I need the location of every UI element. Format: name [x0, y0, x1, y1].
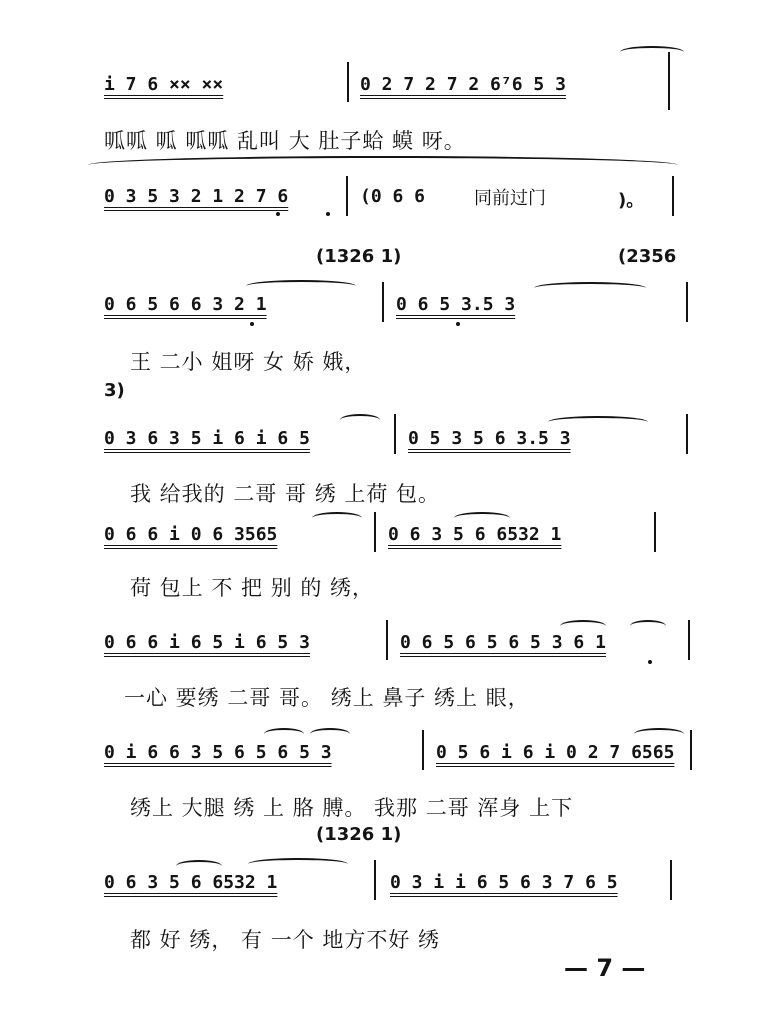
lyric-row-5: 荷 包上 不 把 别 的 绣， [130, 576, 375, 600]
lyric-row-7: 绣上 大腿 绣 上 胳 膊。 我那 二哥 浑身 上下 [130, 796, 574, 820]
notation-row-8b: 0 3 i i 6 5 6 3 7 6 5 [390, 872, 618, 893]
barline [686, 282, 688, 322]
notation-row-4b: 0 5 3 5 6 3.5 3 [408, 428, 571, 449]
low-dot [276, 212, 280, 216]
barline [422, 730, 424, 770]
slur [312, 512, 362, 524]
barline [670, 860, 672, 900]
interlude-close: )。 [618, 190, 645, 211]
barline [394, 414, 396, 454]
barline [668, 52, 670, 110]
notation-row-6b: 0 6 5 6 5 6 5 3 6 1 [400, 632, 606, 653]
notation-row-3a: 0 6 5 6 6 3 2 1 [104, 294, 267, 315]
notation-row-3b: 0 6 5 3.5 3 [396, 294, 516, 315]
barline [346, 176, 348, 216]
lyric-row-8: 都 好 绣， 有 一个 地方不好 绣 [130, 928, 441, 952]
slur [548, 416, 648, 428]
low-dot [250, 322, 254, 326]
notation-row-1b: 0 2 7 2 7 2 6⁷6 5 3 [360, 74, 566, 95]
barline [374, 512, 376, 552]
slur [454, 512, 510, 524]
notation-row-4a: 0 3 6 3 5 i 6 i 6 5 [104, 428, 310, 449]
notation-row-2a: 0 3 5 3 2 1 2 7 6 [104, 186, 289, 207]
notation-row-5b: 0 6 3 5 6 6532 1 [388, 524, 562, 545]
slur [634, 728, 684, 740]
annotation-left: (1326 1) [316, 246, 402, 267]
slur [560, 620, 606, 632]
slur [340, 414, 380, 426]
barline [690, 730, 692, 770]
annotation-left: (1326 1) [316, 824, 402, 845]
lyric-row-1: 呱呱 呱 呱呱 乱叫 大 肚子蛤 蟆 呀。 [104, 129, 466, 153]
barline [654, 512, 656, 552]
slur [630, 620, 666, 632]
lyric-row-3: 王 二小 姐呀 女 娇 娥， [130, 350, 367, 374]
annotation-left: 3) [104, 380, 125, 401]
slur [246, 280, 356, 292]
low-dot [456, 322, 460, 326]
page-number: — 7 — [564, 954, 646, 982]
barline [374, 860, 376, 900]
barline [386, 620, 388, 660]
interlude-label: 同前过门 [474, 188, 546, 209]
annotation-right: (2356 [618, 246, 677, 267]
barline [382, 282, 384, 322]
notation-row-6a: 0 6 6 i 6 5 i 6 5 3 [104, 632, 310, 653]
notation-row-8a: 0 6 3 5 6 6532 1 [104, 872, 278, 893]
barline [686, 414, 688, 454]
lyric-row-4: 我 给我的 二哥 哥 绣 上荷 包。 [130, 482, 441, 506]
barline [347, 62, 349, 102]
notation-row-5a: 0 6 6 i 0 6 3565 [104, 524, 278, 545]
low-dot [648, 660, 652, 664]
notation-row-2b: (0 6 6 [360, 186, 426, 207]
notation-row-1a: i 7 6 ×× ×× [104, 74, 224, 95]
slur [534, 282, 646, 294]
lyric-row-6: 一心 要绣 二哥 哥。 绣上 鼻子 绣上 眼， [124, 686, 530, 710]
slur [248, 858, 348, 870]
slur [264, 728, 304, 740]
slur [88, 156, 678, 174]
low-dot [326, 212, 330, 216]
slur [176, 860, 222, 872]
barline [672, 176, 674, 216]
notation-row-7b: 0 5 6 i 6 i 0 2 7 6565 [436, 742, 675, 763]
notation-row-7a: 0 i 6 6 3 5 6 5 6 5 3 [104, 742, 332, 763]
slur [310, 728, 350, 740]
slur [620, 46, 684, 58]
barline [688, 620, 690, 660]
